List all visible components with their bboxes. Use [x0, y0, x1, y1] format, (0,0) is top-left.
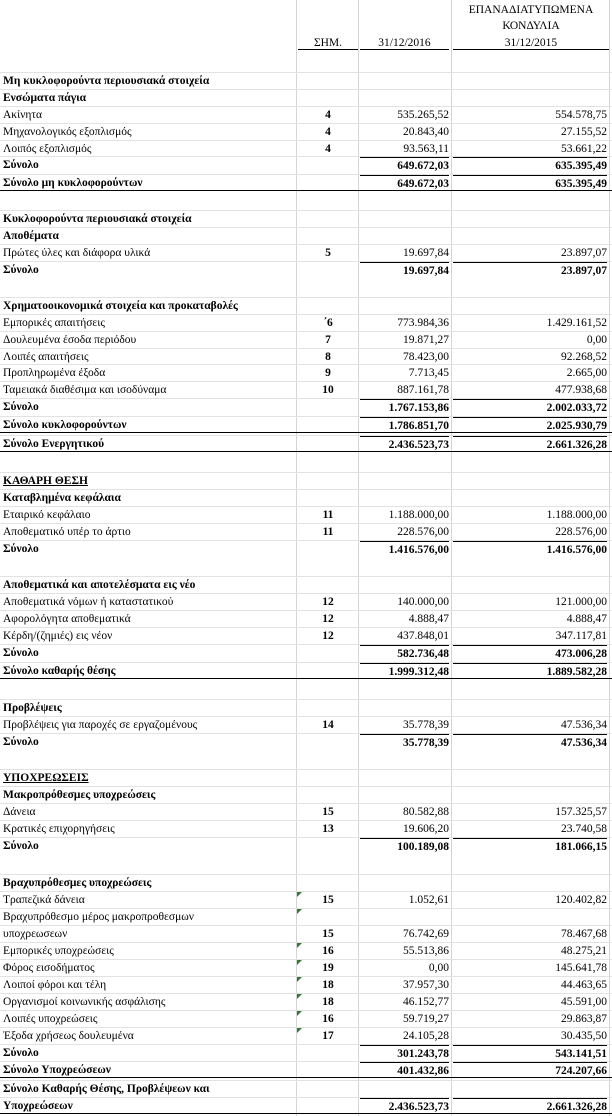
value-2016: 55.513,86 — [403, 945, 449, 957]
value-2016: 35.778,39 — [403, 719, 449, 731]
value-2015: 27.155,52 — [561, 126, 607, 138]
table-row — [0, 874, 612, 891]
table-row — [0, 576, 612, 593]
table-row — [0, 699, 612, 716]
table-row — [0, 72, 612, 89]
row-label: Εμπορικές απαιτήσεις — [3, 317, 105, 329]
table-row — [0, 227, 612, 244]
row-label: Σύνολο Ενεργητικού — [3, 438, 105, 450]
row-label: Κρατικές επιχορηγήσεις — [3, 823, 115, 835]
table-row — [0, 297, 612, 314]
value-2015: 30.435,50 — [561, 1030, 607, 1042]
value-2015: 347.117,81 — [555, 630, 607, 642]
value-2015: 228.576,00 — [555, 526, 607, 538]
table-row — [0, 523, 612, 540]
table-row — [0, 627, 612, 644]
row-label: Ταμειακά διαθέσιμα και ισοδύναμα — [3, 384, 167, 396]
row-label: Προπληρωμένα έξοδα — [3, 367, 106, 379]
table-row — [0, 976, 612, 993]
table-row — [0, 348, 612, 365]
value-2016: 1.416.576,00 — [360, 541, 449, 559]
row-label: Βραχυπρόθεσμο μέρος μακροπροθεσμων — [3, 911, 195, 923]
value-2016: 228.576,00 — [397, 526, 449, 538]
note-number: 11 — [322, 526, 334, 538]
table-row — [0, 993, 612, 1010]
table-row — [0, 644, 612, 661]
cell-comment-marker-icon — [297, 977, 302, 982]
value-2015: 2.025.930,79 — [453, 417, 607, 435]
value-2016: 437.848,01 — [397, 630, 449, 642]
row-label: Μακροπρόθεσμες υποχρεώσεις — [3, 789, 156, 801]
row-label: Σύνολο — [3, 264, 39, 276]
row-label: Πρώτες ύλες και διάφορα υλικά — [3, 247, 151, 259]
row-label: Σύνολο μη κυκλοφορούντων — [3, 177, 143, 189]
value-2015: 53.661,22 — [561, 143, 607, 155]
value-2016: 100.189,08 — [360, 838, 449, 856]
value-2015: 157.325,57 — [555, 806, 607, 818]
row-label: Σύνολο Υποχρεώσεων — [3, 1064, 111, 1076]
row-label: Δουλευμένα έσοδα περιόδου — [3, 334, 137, 346]
table-row — [0, 506, 612, 523]
note-number: 10 — [322, 384, 334, 396]
row-label: Αποθεματικό υπέρ το άρτιο — [3, 526, 131, 538]
value-2016: 78.423,00 — [403, 351, 449, 363]
value-2016: 582.736,48 — [360, 645, 449, 663]
table-row — [0, 364, 612, 381]
value-2015: 145.641,78 — [555, 962, 607, 974]
value-2015: 473.006,28 — [453, 645, 607, 663]
table-row — [0, 416, 612, 433]
note-number: 11 — [322, 509, 334, 521]
table-row — [0, 959, 612, 976]
table-row — [0, 174, 612, 191]
table-row — [0, 803, 612, 820]
table-row — [0, 908, 612, 925]
value-2015: 120.402,82 — [555, 894, 607, 906]
row-label: Εμπορικές υποχρεώσεις — [3, 945, 114, 957]
row-label: Σύνολο — [3, 543, 39, 555]
year-2016-header: 31/12/2016 — [360, 37, 449, 50]
table-row — [0, 733, 612, 750]
value-2016: 1.767.153,86 — [360, 399, 449, 417]
table-row — [0, 435, 612, 452]
restated-title-line2: ΚΟΝΔΥΛΙΑ — [502, 20, 560, 32]
value-2015: 47.536,34 — [561, 719, 607, 731]
cell-comment-marker-icon — [297, 892, 302, 897]
note-number: 16 — [322, 1013, 334, 1025]
row-label: ΥΠΟΧΡΕΩΣΕΙΣ — [3, 772, 89, 784]
table-row — [0, 837, 612, 854]
row-label: Οργανισμοί κοινωνικής ασφάλισης — [3, 996, 166, 1008]
value-2015: 1.188.000,00 — [546, 509, 607, 521]
value-2015: 1.416.576,00 — [453, 541, 607, 559]
note-number: 15 — [322, 894, 334, 906]
value-2016: 887.161,78 — [397, 384, 449, 396]
value-2015: 181.066,15 — [453, 838, 607, 856]
table-row — [0, 140, 612, 157]
value-2016: 649.672,03 — [360, 175, 449, 193]
value-2015: 554.578,75 — [555, 109, 607, 121]
value-2016: 76.742,69 — [403, 928, 449, 940]
value-2016: 773.984,36 — [397, 317, 449, 329]
note-number: 15 — [322, 806, 334, 818]
row-label: Εταιρικό κεφάλαιο — [3, 509, 91, 521]
value-2016: 19.606,20 — [403, 823, 449, 835]
table-row — [0, 472, 612, 489]
table-row — [0, 489, 612, 506]
row-label: Σύνολο — [3, 647, 39, 659]
value-2015: 2.661.326,28 — [453, 436, 607, 454]
value-2016: 19.697,84 — [403, 247, 449, 259]
value-2016: 4.888,47 — [408, 613, 449, 625]
value-2016: 401.432,86 — [360, 1062, 449, 1080]
row-label: Σύνολο — [3, 1047, 39, 1059]
value-2016: 535.265,52 — [397, 109, 449, 121]
row-label: Σύνολο — [3, 840, 39, 852]
row-label: Έξοδα χρήσεως δουλευμένα — [3, 1030, 134, 1042]
value-2015: 29.863,87 — [561, 1013, 607, 1025]
table-row — [0, 593, 612, 610]
value-2015: 23.897,07 — [453, 262, 607, 280]
note-number: 13 — [322, 823, 334, 835]
value-2015: 2.002.033,72 — [453, 399, 607, 417]
row-label: ΚΑΘΑΡΗ ΘΕΣΗ — [3, 475, 88, 487]
note-number: 12 — [322, 613, 334, 625]
year-2015-header: 31/12/2015 — [453, 37, 609, 50]
row-label: υποχρεωσεων — [3, 928, 68, 940]
row-label: Αποθέματα — [3, 230, 59, 242]
cell-comment-marker-icon — [297, 960, 302, 965]
row-label: Λοιποί φόροι και τέλη — [3, 979, 107, 991]
value-2015: 23.740,58 — [561, 823, 607, 835]
row-label: Καταβλημένα κεφάλαια — [3, 492, 121, 504]
table-row — [0, 1097, 612, 1114]
cell-comment-marker-icon — [297, 909, 302, 914]
row-label: Τραπεζικά δάνεια — [3, 894, 85, 906]
table-row — [0, 716, 612, 733]
cell-comment-marker-icon — [297, 1011, 302, 1016]
table-row — [0, 820, 612, 837]
table-row — [0, 925, 612, 942]
value-2016: 140.000,00 — [397, 596, 449, 608]
row-label: Δάνεια — [3, 806, 36, 818]
table-row — [0, 891, 612, 908]
value-2016: 20.843,40 — [403, 126, 449, 138]
row-label: Μη κυκλοφορούντα περιουσιακά στοιχεία — [3, 75, 210, 87]
table-row — [0, 156, 612, 173]
value-2015: 48.275,21 — [561, 945, 607, 957]
value-2015: 635.395,49 — [453, 157, 607, 175]
value-2016: 35.778,39 — [360, 734, 449, 752]
row-label: Προβλέψεις — [3, 702, 62, 714]
table-row — [0, 1044, 612, 1061]
row-label: Αποθεματικά νόμων ή καταστατικού — [3, 596, 174, 608]
row-label: Κέρδη/(ζημιές) εις νέον — [3, 630, 113, 642]
note-number: 4 — [325, 143, 331, 155]
restated-title-line1: ΕΠΑΝΑΔΙΑΤΥΠΩΜΕΝΑ — [468, 4, 594, 16]
table-row — [0, 1080, 612, 1097]
value-2016: 1.786.851,70 — [360, 417, 449, 435]
table-row — [0, 314, 612, 331]
value-2015: 45.591,00 — [561, 996, 607, 1008]
note-number: 12 — [322, 630, 334, 642]
value-2015: 47.536,34 — [453, 734, 607, 752]
table-row — [0, 244, 612, 261]
value-2016: 19.697,84 — [360, 262, 449, 280]
value-2016: 2.436.523,73 — [360, 436, 449, 454]
table-row — [0, 261, 612, 278]
table-row — [0, 106, 612, 123]
row-label: Σύνολο — [3, 401, 39, 413]
note-number: 4 — [325, 126, 331, 138]
note-number: 8 — [325, 351, 331, 363]
value-2016: 59.719,27 — [403, 1013, 449, 1025]
table-row — [0, 210, 612, 227]
row-label: Λοιπές απαιτήσεις — [3, 351, 89, 363]
table-row — [0, 89, 612, 106]
note-number: ΄6 — [323, 317, 333, 329]
value-2016: 2.436.523,73 — [360, 1098, 449, 1116]
value-2015: 44.463,65 — [561, 979, 607, 991]
row-label: Λοιπές υποχρεώσεις — [3, 1013, 98, 1025]
value-2015: 2.661.326,28 — [453, 1098, 607, 1116]
value-2016: 24.105,28 — [403, 1030, 449, 1042]
value-2016: 80.582,88 — [403, 806, 449, 818]
value-2015: 121.000,00 — [555, 596, 607, 608]
table-row — [0, 398, 612, 415]
row-label: Μηχανολογικός εξοπλισμός — [3, 126, 132, 138]
row-label: Σύνολο κυκλοφορούντων — [3, 419, 127, 431]
value-2016: 1.188.000,00 — [388, 509, 449, 521]
note-number: 17 — [322, 1030, 334, 1042]
table-row — [0, 381, 612, 398]
value-2016: 93.563,11 — [403, 143, 449, 155]
row-label: Χρηματοοικονομικά στοιχεία και προκαταβολές — [3, 300, 238, 312]
note-number: 19 — [322, 962, 334, 974]
table-row — [0, 331, 612, 348]
table-row — [0, 123, 612, 140]
value-2015: 1.429.161,52 — [546, 317, 607, 329]
value-2015: 0,00 — [586, 334, 607, 346]
table-row — [0, 769, 612, 786]
table-row — [0, 942, 612, 959]
note-number: 14 — [322, 719, 334, 731]
row-label: Ενσώματα πάγια — [3, 92, 87, 104]
row-label: Αποθεματικά και αποτελέσματα εις νέο — [3, 579, 196, 591]
value-2016: 1.999.312,48 — [360, 663, 449, 681]
note-number: 18 — [322, 996, 334, 1008]
value-2015: 92.268,52 — [561, 351, 607, 363]
value-2016: 301.243,78 — [360, 1045, 449, 1063]
value-2015: 635.395,49 — [453, 175, 607, 193]
row-label: Βραχυπρόθεσμες υποχρεώσεις — [3, 877, 152, 889]
note-number: 18 — [322, 979, 334, 991]
note-number: 15 — [322, 928, 334, 940]
cell-comment-marker-icon — [297, 994, 302, 999]
value-2016: 7.713,45 — [408, 367, 449, 379]
note-column-header: ΣΗΜ. — [298, 37, 358, 50]
value-2015: 4.888,47 — [566, 613, 607, 625]
row-label: Αφορολόγητα αποθεματικά — [3, 613, 131, 625]
table-row — [0, 662, 612, 679]
table-row — [0, 1027, 612, 1044]
value-2015: 724.207,66 — [453, 1062, 607, 1080]
row-label: Λοιπός εξοπλισμός — [3, 143, 92, 155]
table-row — [0, 1061, 612, 1078]
note-number: 5 — [325, 247, 331, 259]
note-number: 9 — [325, 367, 331, 379]
value-2015: 78.467,68 — [561, 928, 607, 940]
value-2016: 0,00 — [428, 962, 449, 974]
value-2015: 1.889.582,28 — [453, 663, 607, 681]
value-2015: 2.665,00 — [566, 367, 607, 379]
value-2016: 649.672,03 — [360, 157, 449, 175]
row-label: Προβλέψεις για παροχές σε εργαζομένους — [3, 719, 198, 731]
cell-comment-marker-icon — [297, 943, 302, 948]
row-label: Σύνολο Καθαρής Θέσης, Προβλέψεων και — [3, 1083, 210, 1095]
cell-comment-marker-icon — [297, 1028, 302, 1033]
value-2016: 46.152,77 — [403, 996, 449, 1008]
note-number: 4 — [325, 109, 331, 121]
row-label: Σύνολο — [3, 736, 39, 748]
row-label: Υποχρεώσεων — [3, 1100, 73, 1112]
table-row — [0, 786, 612, 803]
row-label: Σύνολο — [3, 159, 39, 171]
value-2016: 19.871,27 — [403, 334, 449, 346]
value-2016: 1.052,61 — [408, 894, 449, 906]
table-row — [0, 610, 612, 627]
note-number: 12 — [322, 596, 334, 608]
value-2015: 23.897,07 — [561, 247, 607, 259]
row-label: Κυκλοφορούντα περιουσιακά στοιχεία — [3, 213, 192, 225]
row-label: Φόρος εισοδήματος — [3, 962, 95, 974]
value-2015: 477.938,68 — [555, 384, 607, 396]
row-label: Ακίνητα — [3, 109, 43, 121]
note-number: 16 — [322, 945, 334, 957]
note-number: 7 — [325, 334, 331, 346]
table-row — [0, 1010, 612, 1027]
table-row — [0, 540, 612, 557]
value-2015: 543.141,51 — [453, 1045, 607, 1063]
value-2016: 37.957,30 — [403, 979, 449, 991]
row-label: Σύνολο καθαρής θέσης — [3, 665, 116, 677]
